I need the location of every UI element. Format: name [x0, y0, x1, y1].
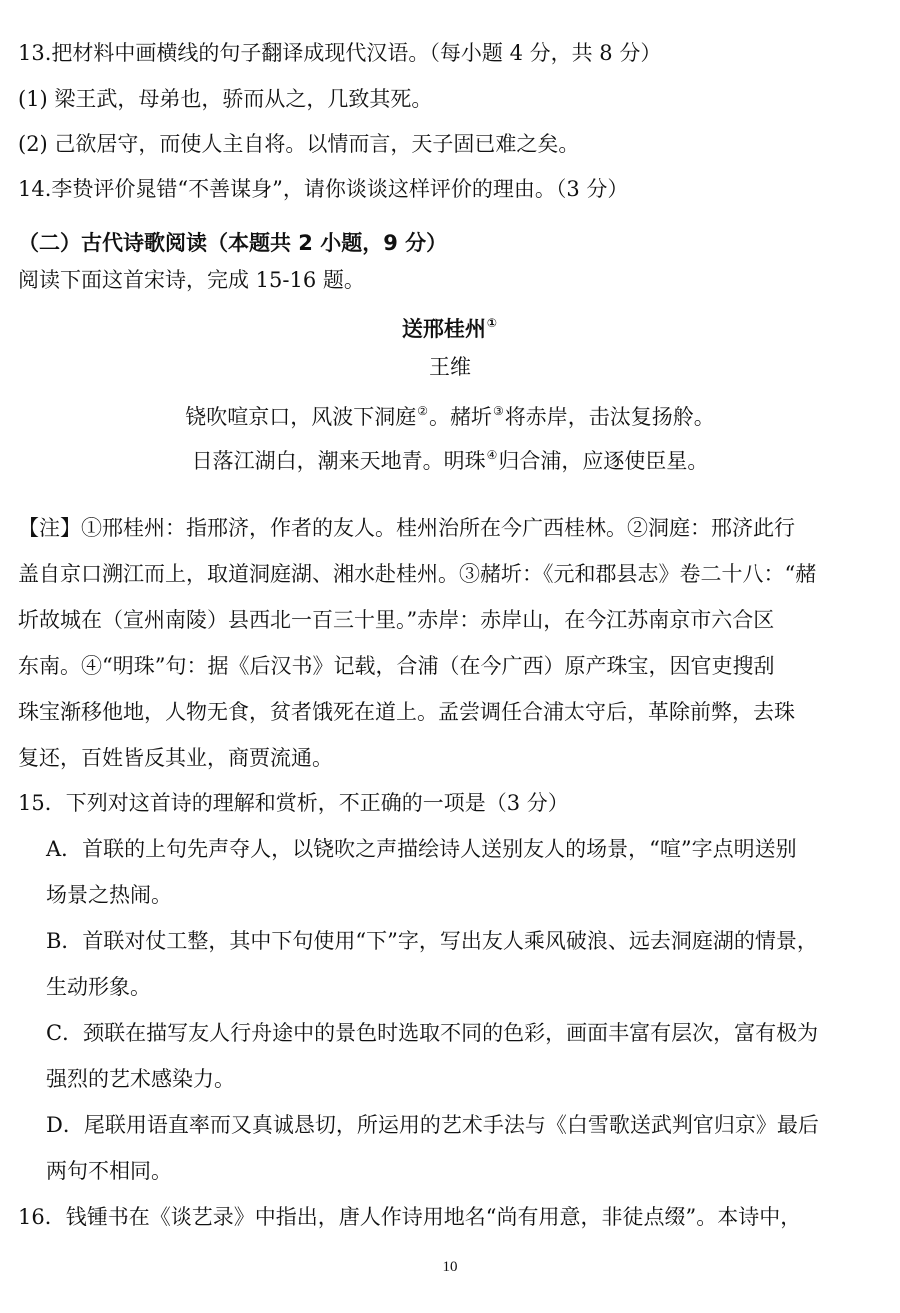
question-15-stem: 15．下列对这首诗的理解和赏析，不正确的一项是（3 分）: [18, 791, 569, 815]
option-b-line-1: B．首联对仗工整，其中下句使用“下”字，写出友人乘风破浪、远去洞庭湖的情景，: [46, 929, 818, 953]
option-b-line-2: 生动形象。: [46, 975, 151, 999]
option-a-line-1: A．首联的上句先声夺人，以铙吹之声描绘诗人送别友人的场景，“喧”字点明送别: [46, 837, 797, 861]
poem-text: 归合浦，应逐使臣星。: [498, 449, 709, 473]
notes-line: 圻故城在（宣州南陵）县西北一百三十里。”赤岸：赤岸山，在今江苏南京市六合区: [18, 608, 775, 632]
question-13-stem: 13.把材料中画横线的句子翻译成现代汉语。（每小题 4 分，共 8 分）: [18, 41, 662, 65]
footnote-marker: ④: [486, 448, 498, 462]
poem-text: 铙吹喧京口，风波下洞庭: [185, 405, 417, 429]
notes-line: 东南。④“明珠”句：据《后汉书》记载，合浦（在今广西）原产珠宝，因官吏搜刮: [18, 654, 775, 678]
poem-title-text: 送邢桂州: [401, 317, 486, 341]
option-d-line-1: D．尾联用语直率而又真诚恳切，所运用的艺术手法与《白雪歌送武判官归京》最后: [46, 1113, 819, 1137]
notes-line: 珠宝渐移他地，人物无食，贫者饿死在道上。孟尝调任合浦太守后，革除前弊，去珠: [18, 700, 795, 724]
poem-text: 将赤岸，击汰复扬舲。: [504, 405, 715, 429]
section-intro: 阅读下面这首宋诗，完成 15-16 题。: [18, 268, 365, 292]
footnote-marker: ③: [493, 404, 504, 418]
notes-line: 复还，百姓皆反其业，商贾流通。: [18, 746, 333, 770]
section-heading: （二）古代诗歌阅读（本题共 2 小题，9 分）: [18, 231, 448, 255]
notes-line: 【注】①邢桂州：指邢济，作者的友人。桂州治所在今广西桂林。②洞庭：邢济此行: [18, 516, 795, 540]
question-13-item-1: (1) 梁王武，母弟也，骄而从之，几致其死。: [18, 87, 433, 111]
option-d-line-2: 两句不相同。: [46, 1159, 172, 1183]
poem-text: 日落江湖白，潮来天地青。明珠: [191, 449, 486, 473]
poem-text: 。赭圻: [429, 405, 492, 429]
poem-line-1: [0, 396, 900, 432]
question-16: 16．钱锺书在《谈艺录》中指出，唐人作诗用地名“尚有用意，非徒点缀”。本诗中，: [18, 1205, 802, 1229]
page-number: 10: [442, 1259, 458, 1275]
option-c-line-1: C．颈联在描写友人行舟途中的景色时选取不同的色彩，画面丰富有层次，富有极为: [46, 1021, 819, 1045]
poem-author: 王维: [429, 355, 471, 379]
poem-title: [0, 308, 900, 344]
option-a-line-2: 场景之热闹。: [46, 883, 172, 907]
footnote-marker: ①: [486, 316, 498, 330]
option-c-line-2: 强烈的艺术感染力。: [46, 1067, 235, 1091]
question-14: 14.李贽评价晁错“不善谋身”，请你谈谈这样评价的理由。（3 分）: [18, 177, 629, 201]
question-13-item-2: (2) 己欲居守，而使人主自将。以情而言，天子固已难之矣。: [18, 132, 580, 156]
footnote-marker: ②: [417, 404, 428, 418]
poem-line-2: [0, 440, 900, 476]
notes-line: 盖自京口溯江而上，取道洞庭湖、湘水赴桂州。③赭圻：《元和郡县志》卷二十八：“赭: [18, 562, 817, 586]
